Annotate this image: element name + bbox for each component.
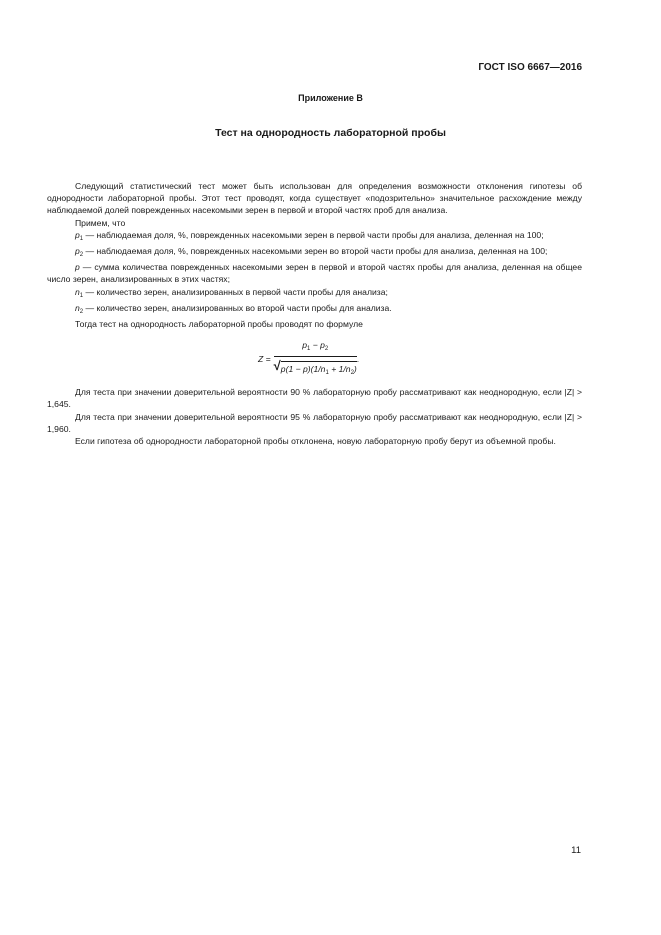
standard-designation: ГОСТ ISO 6667—2016 xyxy=(478,62,582,73)
square-root-icon: √ xyxy=(273,358,281,374)
symbol-n2: $n_2$ xyxy=(75,302,84,315)
symbol-n1: $n_1$ xyxy=(75,286,84,299)
body-text xyxy=(47,180,582,447)
annex-label: Приложение В xyxy=(298,93,363,103)
formula-radicand: $p(1 - p)(1/n_1 + 1/n_2)$ xyxy=(281,361,357,379)
definition-n1: $n_1$ — количество зерен, анализированных в первой части пробы для анализа; xyxy=(75,286,388,299)
definition-p1: $p_1$ — наблюдаемая доля, %, поврежденных насекомыми зерен в первой части пробы для анализа, деленная на 100; xyxy=(75,229,544,242)
symbol-p: p xyxy=(75,262,80,273)
homogeneity-formula xyxy=(47,334,582,378)
symbol-p2: $p_2$ xyxy=(75,246,84,259)
formula-lhs: Z = xyxy=(258,354,271,365)
test-95-paragraph: Для теста при значении доверительной вероятности 95 % лабораторную пробу рассматривают как неоднородную, если |Z| > 1,960. xyxy=(47,411,582,434)
page-number: 11 xyxy=(571,845,581,856)
accept-paragraph: Примем, что xyxy=(75,217,126,228)
formula-fraction xyxy=(273,339,360,379)
definition-p: p — сумма количества поврежденных насекомыми зерен в первой и второй частях пробы для анализа, деленная на общее число зерен, анализированных в этих частях; xyxy=(47,262,582,285)
test-90-paragraph: Для теста при значении доверительной вероятности 90 % лабораторную пробу рассматривают как неоднородную, если |Z| > 1,645. xyxy=(47,387,582,410)
annex-title: Тест на однородность лабораторной пробы xyxy=(215,127,446,139)
intro-paragraph: Следующий статистический тест может быть использован для определения возможности отклонения гипотезы об однородности лабораторной пробы. Этот тест проводят, когда существует «подозрительно» значительное расхождение между наблюдаемой долей поврежденных насекомыми зерен в первой и второй частях проб для анализа. xyxy=(47,181,582,216)
symbol-p1: $p_1$ xyxy=(75,229,84,242)
formula-end: . xyxy=(356,354,360,365)
definition-n2: $n_2$ — количество зерен, анализированных во второй части пробы для анализа. xyxy=(75,302,392,315)
definition-p2: $p_2$ — наблюдаемая доля, %, поврежденных насекомыми зерен во второй части пробы для анализа, деленная на 100; xyxy=(75,246,548,259)
formula-denominator xyxy=(274,356,357,379)
reject-paragraph: Если гипотеза об однородности лабораторной пробы отклонена, новую лабораторную пробу берут из объемной пробы. xyxy=(75,436,556,447)
formula-intro-paragraph: Тогда тест на однородность лабораторной пробы проводят по формуле xyxy=(75,319,363,330)
formula-numerator: $p_1 - p_2$ xyxy=(302,340,329,353)
